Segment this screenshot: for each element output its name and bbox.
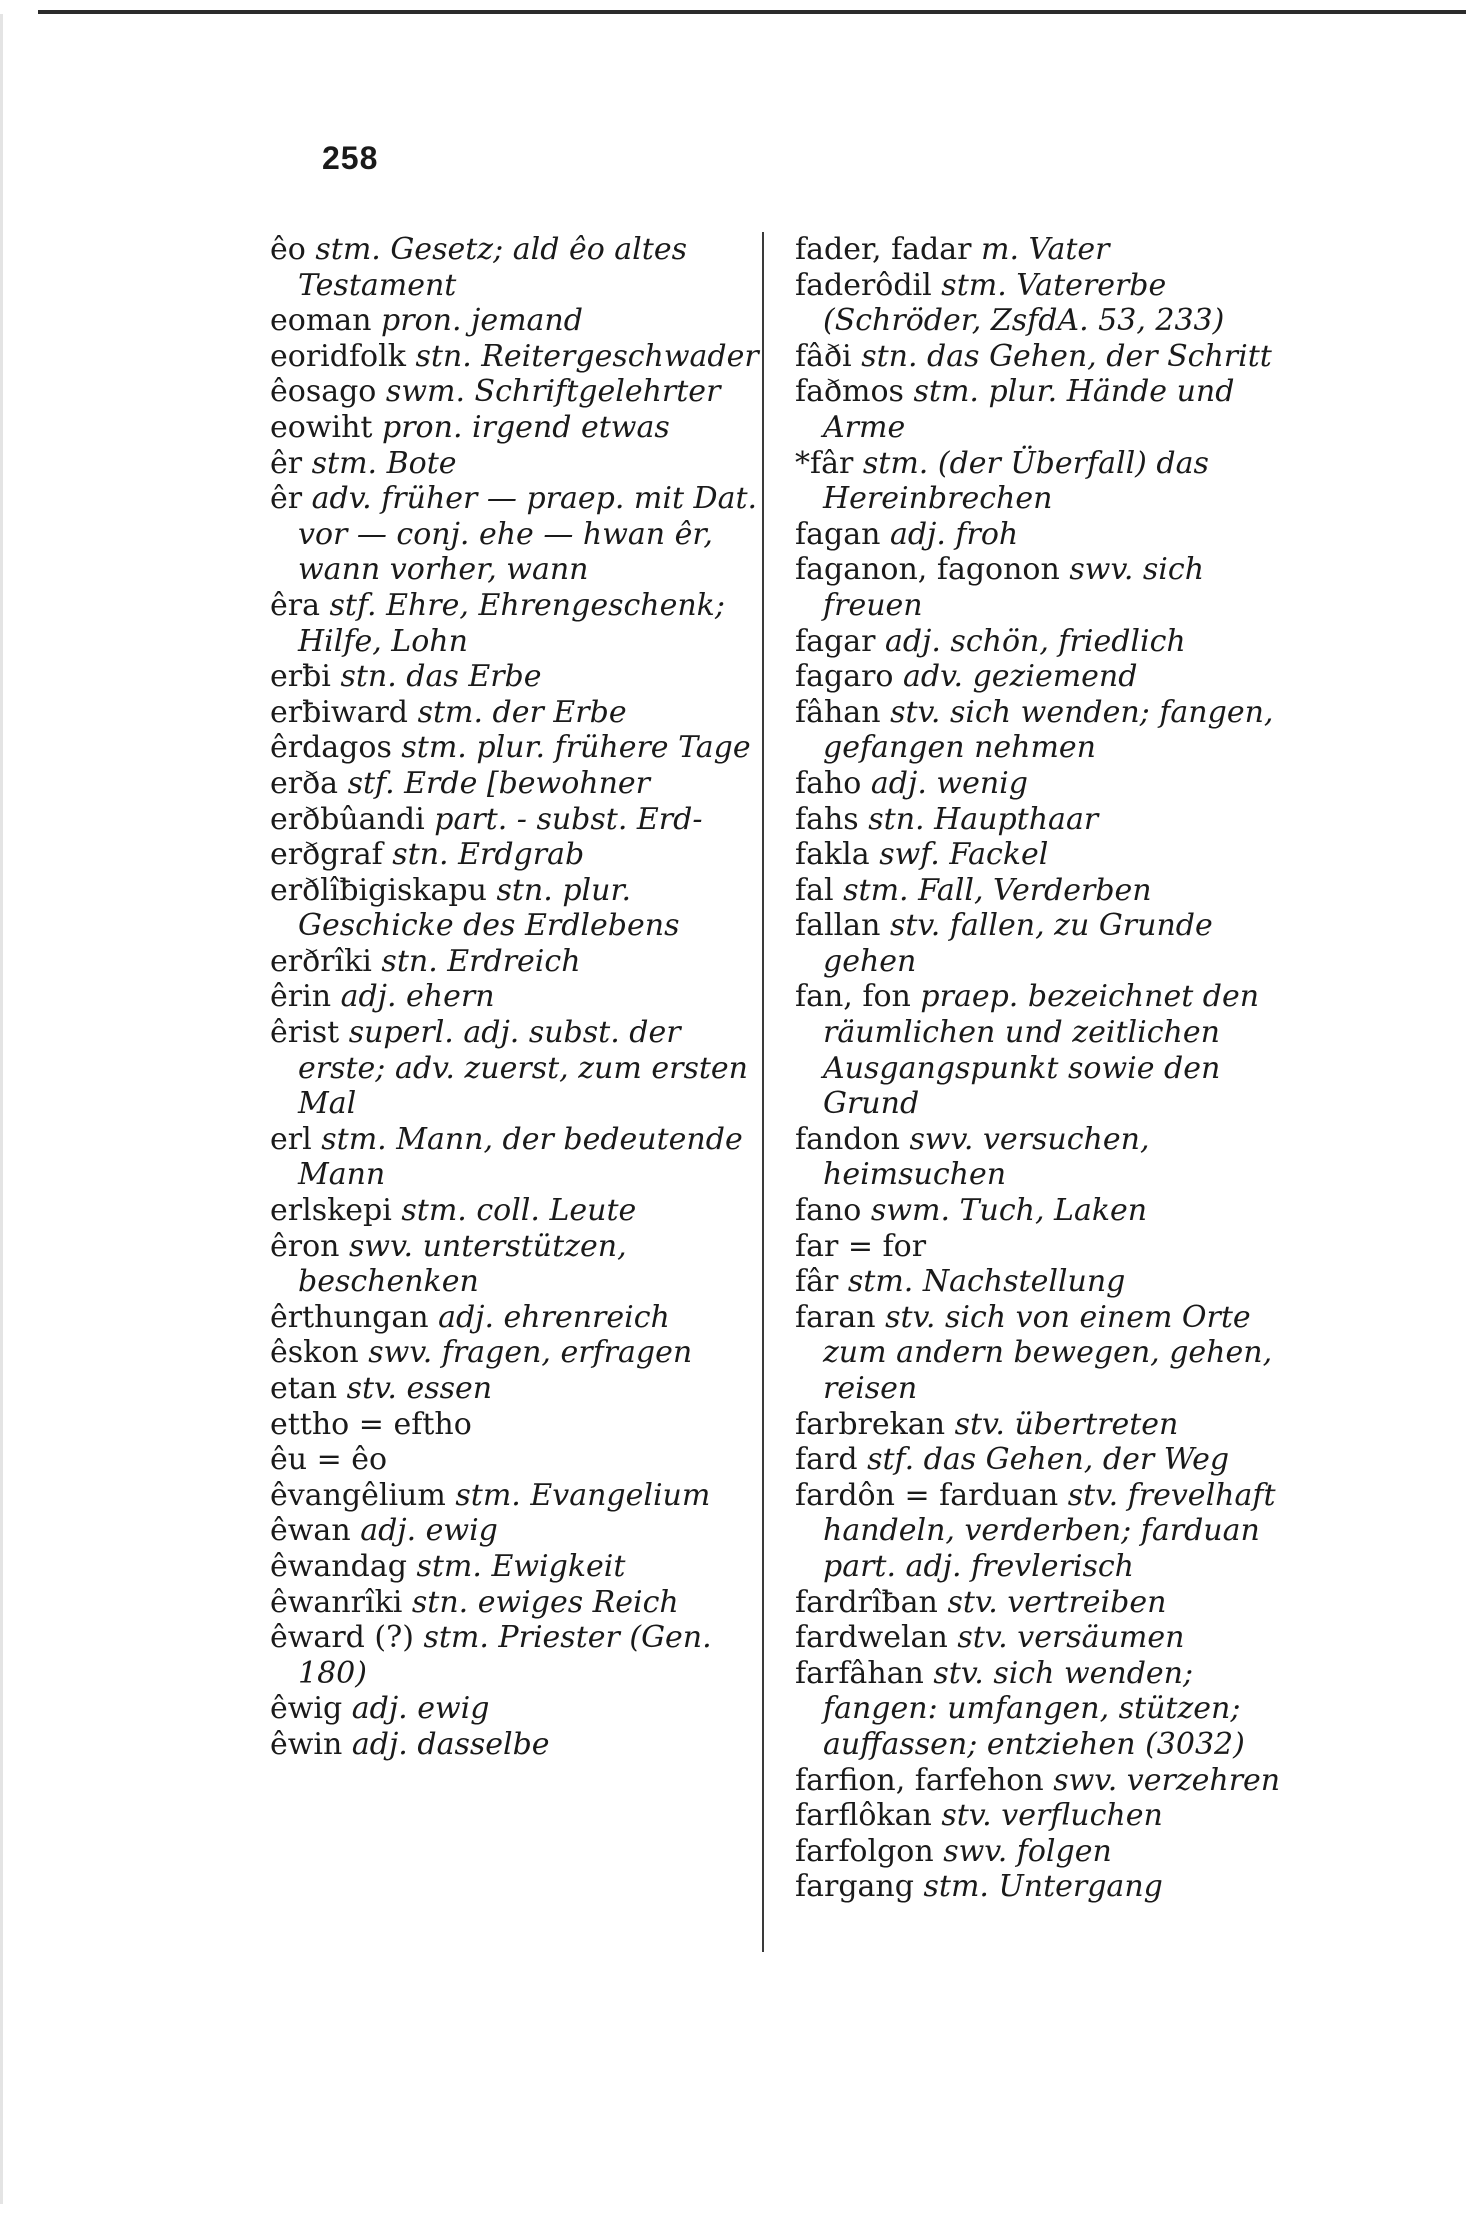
- headword: ettho = eftho: [270, 1406, 472, 1442]
- headword: fagar: [795, 623, 876, 659]
- definition: swv. unterstützen, beschenken: [298, 1228, 627, 1300]
- definition: stv. frevelhaft handeln, verderben; farduan part. adj. frevlerisch: [823, 1477, 1276, 1584]
- dictionary-entry: [270, 1442, 760, 1478]
- definition: adj. ewig: [360, 1513, 498, 1549]
- dictionary-entry: [270, 659, 760, 695]
- definition: stv. fallen, zu Grunde gehen: [823, 908, 1213, 979]
- headword: êrist: [270, 1015, 340, 1051]
- definition: adv. früher — praep. mit Dat. vor — conj. ehe — hwan êr, wann vorher, wann: [298, 481, 758, 588]
- definition: adj. ewig: [351, 1691, 490, 1727]
- headword: êu = êo: [270, 1442, 388, 1478]
- definition: stv. vertreiben: [947, 1584, 1167, 1620]
- headword: fahs: [795, 801, 859, 837]
- dictionary-entry: [270, 802, 760, 838]
- headword: êron: [270, 1228, 340, 1264]
- definition: stv. sich wenden; fangen: umfangen, stützen; auffassen; entziehen (3032): [823, 1655, 1245, 1762]
- definition: m. Vater: [981, 232, 1110, 267]
- definition: stm. Evangelium: [455, 1477, 711, 1513]
- dictionary-entry: [270, 303, 760, 339]
- dictionary-entry: [270, 588, 760, 659]
- definition: stv. sich wenden; fangen, gefangen nehmen: [823, 694, 1274, 766]
- headword: fardrîƀan: [795, 1584, 938, 1620]
- definition: swv. versuchen, heimsuchen: [823, 1121, 1150, 1193]
- headword: êwandag: [270, 1548, 407, 1584]
- dictionary-entry: [795, 1300, 1295, 1407]
- dictionary-entry: [270, 1193, 760, 1229]
- headword: êrin: [270, 979, 332, 1015]
- definition: stm. (der Überfall) das Hereinbrechen: [823, 445, 1209, 517]
- definition: adj. ehrenreich: [438, 1299, 670, 1335]
- dictionary-entry: [270, 410, 760, 446]
- right-column: [795, 232, 1295, 1905]
- dictionary-entry: [795, 659, 1295, 695]
- definition: stn. ewiges Reich: [411, 1584, 679, 1620]
- headword: êwig: [270, 1691, 343, 1727]
- definition: stv. versäumen: [957, 1620, 1185, 1656]
- headword: êwan: [270, 1513, 351, 1549]
- headword: erƀi: [270, 659, 331, 695]
- headword: faran: [795, 1299, 876, 1335]
- dictionary-entry: [795, 446, 1295, 517]
- dictionary-entry: [270, 730, 760, 766]
- definition: stv. verfluchen: [941, 1798, 1163, 1834]
- definition: stm. Fall, Verderben: [843, 872, 1152, 908]
- headword: farfolgon: [795, 1833, 934, 1869]
- dictionary-entry: [795, 1442, 1295, 1478]
- definition: stm. plur. Hände und Arme: [823, 374, 1235, 445]
- headword: êra: [270, 587, 320, 623]
- headword: eoridfolk: [270, 338, 406, 374]
- top-rule: [38, 10, 1466, 14]
- headword: eowiht: [270, 409, 373, 445]
- headword: fagaro: [795, 659, 894, 695]
- definition: swv. sich freuen: [823, 552, 1205, 623]
- definition: adj. ehern: [340, 979, 495, 1015]
- dictionary-entry: [270, 766, 760, 802]
- definition: pron. jemand: [381, 303, 583, 339]
- headword: farfâhan: [795, 1655, 924, 1691]
- dictionary-entry: [270, 1015, 760, 1122]
- dictionary-entry: [270, 944, 760, 980]
- headword: fagan: [795, 516, 881, 552]
- headword: erðlîƀigiskapu: [270, 872, 487, 908]
- definition: stv. sich von einem Orte zum andern bewegen, gehen, reisen: [823, 1299, 1273, 1406]
- dictionary-entry: [270, 873, 760, 944]
- dictionary-entry: [270, 1229, 760, 1300]
- dictionary-entry: [795, 908, 1295, 979]
- left-column: [270, 232, 760, 1763]
- definition: stm. Ewigkeit: [416, 1548, 626, 1584]
- dictionary-entry: [795, 268, 1295, 339]
- dictionary-entry: [270, 374, 760, 410]
- definition: stn. das Gehen, der Schritt: [861, 338, 1272, 374]
- definition: stm. coll. Leute: [401, 1193, 637, 1229]
- definition: stm. Priester (Gen. 180): [298, 1620, 712, 1691]
- headword: fargang: [795, 1869, 914, 1905]
- headword: êvangêlium: [270, 1477, 446, 1513]
- headword: erƀiward: [270, 694, 409, 730]
- headword: faganon, fagonon: [795, 552, 1060, 588]
- definition: stv. übertreten: [954, 1406, 1179, 1442]
- headword: erða: [270, 765, 339, 801]
- definition: stn. plur. Geschicke des Erdlebens: [298, 872, 680, 944]
- dictionary-entry: [270, 979, 760, 1015]
- dictionary-entry: [795, 552, 1295, 623]
- dictionary-entry: [795, 1585, 1295, 1621]
- dictionary-entry: [270, 1727, 760, 1763]
- column-divider: [762, 232, 764, 1952]
- definition: stf. Erde [bewohner: [347, 765, 651, 801]
- headword: êwin: [270, 1726, 343, 1762]
- dictionary-entry: [270, 837, 760, 873]
- dictionary-entry: [270, 1691, 760, 1727]
- headword: fan, fon: [795, 979, 911, 1015]
- dictionary-entry: [270, 1620, 760, 1691]
- definition: superl. adj. subst. der erste; adv. zuerst, zum ersten Mal: [298, 1015, 748, 1122]
- definition: adj. wenig: [870, 765, 1028, 801]
- dictionary-entry: [795, 1656, 1295, 1763]
- dictionary-entry: [795, 1798, 1295, 1834]
- headword: êskon: [270, 1335, 359, 1371]
- dictionary-entry: [795, 1478, 1295, 1585]
- headword: êward (?): [270, 1620, 414, 1656]
- definition: stm. Gesetz; ald êo altes Testament: [298, 232, 687, 303]
- dictionary-entry: [795, 695, 1295, 766]
- headword: farbrekan: [795, 1406, 946, 1442]
- headword: far = for: [795, 1228, 927, 1264]
- definition: part. - subst. Erd-: [434, 801, 703, 837]
- headword: êo: [270, 232, 306, 267]
- definition: pron. irgend etwas: [382, 409, 670, 445]
- headword: fard: [795, 1442, 858, 1478]
- headword: faho: [795, 765, 862, 801]
- definition: stm. Bote: [311, 445, 457, 481]
- definition: swv. verzehren: [1053, 1762, 1281, 1798]
- definition: swm. Schriftgelehrter: [385, 374, 721, 410]
- definition: stm. Untergang: [923, 1869, 1163, 1905]
- dictionary-entry: [795, 1869, 1295, 1905]
- dictionary-entry: [795, 1264, 1295, 1300]
- definition: swm. Tuch, Laken: [870, 1193, 1148, 1229]
- dictionary-entry: [270, 1549, 760, 1585]
- headword: fardôn = farduan: [795, 1477, 1059, 1513]
- dictionary-entry: [795, 1193, 1295, 1229]
- dictionary-entry: [795, 766, 1295, 802]
- dictionary-entry: [795, 624, 1295, 660]
- dictionary-entry: [270, 1407, 760, 1443]
- definition: adj. froh: [889, 516, 1019, 552]
- headword: êr: [270, 481, 303, 517]
- definition: adv. geziemend: [903, 659, 1138, 695]
- definition: stn. Reitergeschwader: [415, 338, 759, 374]
- dictionary-entry: [795, 1407, 1295, 1443]
- definition: stf. Ehre, Ehrengeschenk; Hilfe, Lohn: [298, 587, 725, 659]
- dictionary-entry: [795, 802, 1295, 838]
- dictionary-entry: [795, 979, 1295, 1121]
- definition: praep. bezeichnet den räumlichen und zeitlichen Ausgangspunkt sowie den Grund: [823, 979, 1260, 1122]
- dictionary-entry: [270, 339, 760, 375]
- definition: adj. schön, friedlich: [884, 623, 1186, 659]
- headword: faðmos: [795, 374, 904, 410]
- dictionary-entry: [795, 339, 1295, 375]
- headword: fâði: [795, 338, 852, 374]
- dictionary-entry: [795, 232, 1295, 268]
- headword: faderôdil: [795, 267, 932, 303]
- page-number: 258: [322, 140, 379, 176]
- headword: farfion, farfehon: [795, 1762, 1044, 1798]
- definition: stm. Nachstellung: [847, 1264, 1126, 1300]
- headword: etan: [270, 1371, 338, 1406]
- headword: *fâr: [795, 445, 854, 481]
- headword: erl: [270, 1121, 312, 1157]
- dictionary-entry: [270, 1122, 760, 1193]
- headword: fader, fadar: [795, 232, 972, 267]
- dictionary-entry: [795, 837, 1295, 873]
- dictionary-entry: [270, 1371, 760, 1407]
- dictionary-entry: [795, 873, 1295, 909]
- definition: swv. fragen, erfragen: [368, 1335, 693, 1371]
- definition: stm. der Erbe: [417, 694, 627, 730]
- dictionary-entry: [795, 1122, 1295, 1193]
- dictionary-entry: [270, 481, 760, 588]
- headword: eoman: [270, 303, 372, 339]
- headword: fandon: [795, 1121, 900, 1157]
- dictionary-entry: [270, 446, 760, 482]
- dictionary-entry: [795, 1620, 1295, 1656]
- headword: êrthungan: [270, 1299, 429, 1335]
- definition: swv. folgen: [943, 1833, 1112, 1869]
- headword: fâhan: [795, 694, 881, 730]
- dictionary-entry: [795, 1834, 1295, 1870]
- definition: stn. Erdreich: [381, 943, 581, 979]
- definition: adj. dasselbe: [351, 1726, 550, 1762]
- dictionary-entry: [795, 517, 1295, 553]
- headword: fano: [795, 1193, 862, 1229]
- dictionary-entry: [270, 232, 760, 303]
- definition: stn. Haupthaar: [868, 801, 1099, 837]
- dictionary-entry: [270, 1300, 760, 1336]
- dictionary-entry: [795, 1763, 1295, 1799]
- definition: stv. essen: [346, 1371, 493, 1406]
- dictionary-entry: [270, 1478, 760, 1514]
- definition: stn. Erdgrab: [392, 837, 585, 873]
- headword: fallan: [795, 908, 881, 944]
- definition: stf. das Gehen, der Weg: [867, 1442, 1230, 1478]
- page-edge: [0, 14, 3, 2204]
- headword: êr: [270, 445, 303, 481]
- dictionary-entry: [795, 1229, 1295, 1265]
- dictionary-entry: [270, 1513, 760, 1549]
- headword: fakla: [795, 837, 870, 873]
- headword: erðbûandi: [270, 801, 425, 837]
- headword: fal: [795, 872, 834, 908]
- dictionary-entry: [270, 695, 760, 731]
- headword: farflôkan: [795, 1798, 932, 1834]
- definition: stm. Vatererbe (Schröder, ZsfdA. 53, 233): [823, 267, 1225, 339]
- definition: swf. Fackel: [879, 837, 1049, 873]
- headword: fâr: [795, 1264, 839, 1300]
- headword: fardwelan: [795, 1620, 948, 1656]
- headword: erðrîki: [270, 943, 372, 979]
- dictionary-entry: [795, 374, 1295, 445]
- headword: erlskepi: [270, 1193, 392, 1229]
- headword: erðgraf: [270, 837, 383, 873]
- dictionary-entry: [270, 1585, 760, 1621]
- definition: stn. das Erbe: [340, 659, 542, 695]
- definition: stm. plur. frühere Tage: [401, 730, 751, 766]
- headword: êosago: [270, 374, 377, 410]
- headword: êrdagos: [270, 730, 392, 766]
- headword: êwanrîki: [270, 1584, 403, 1620]
- dictionary-entry: [270, 1335, 760, 1371]
- definition: stm. Mann, der bedeutende Mann: [298, 1121, 743, 1193]
